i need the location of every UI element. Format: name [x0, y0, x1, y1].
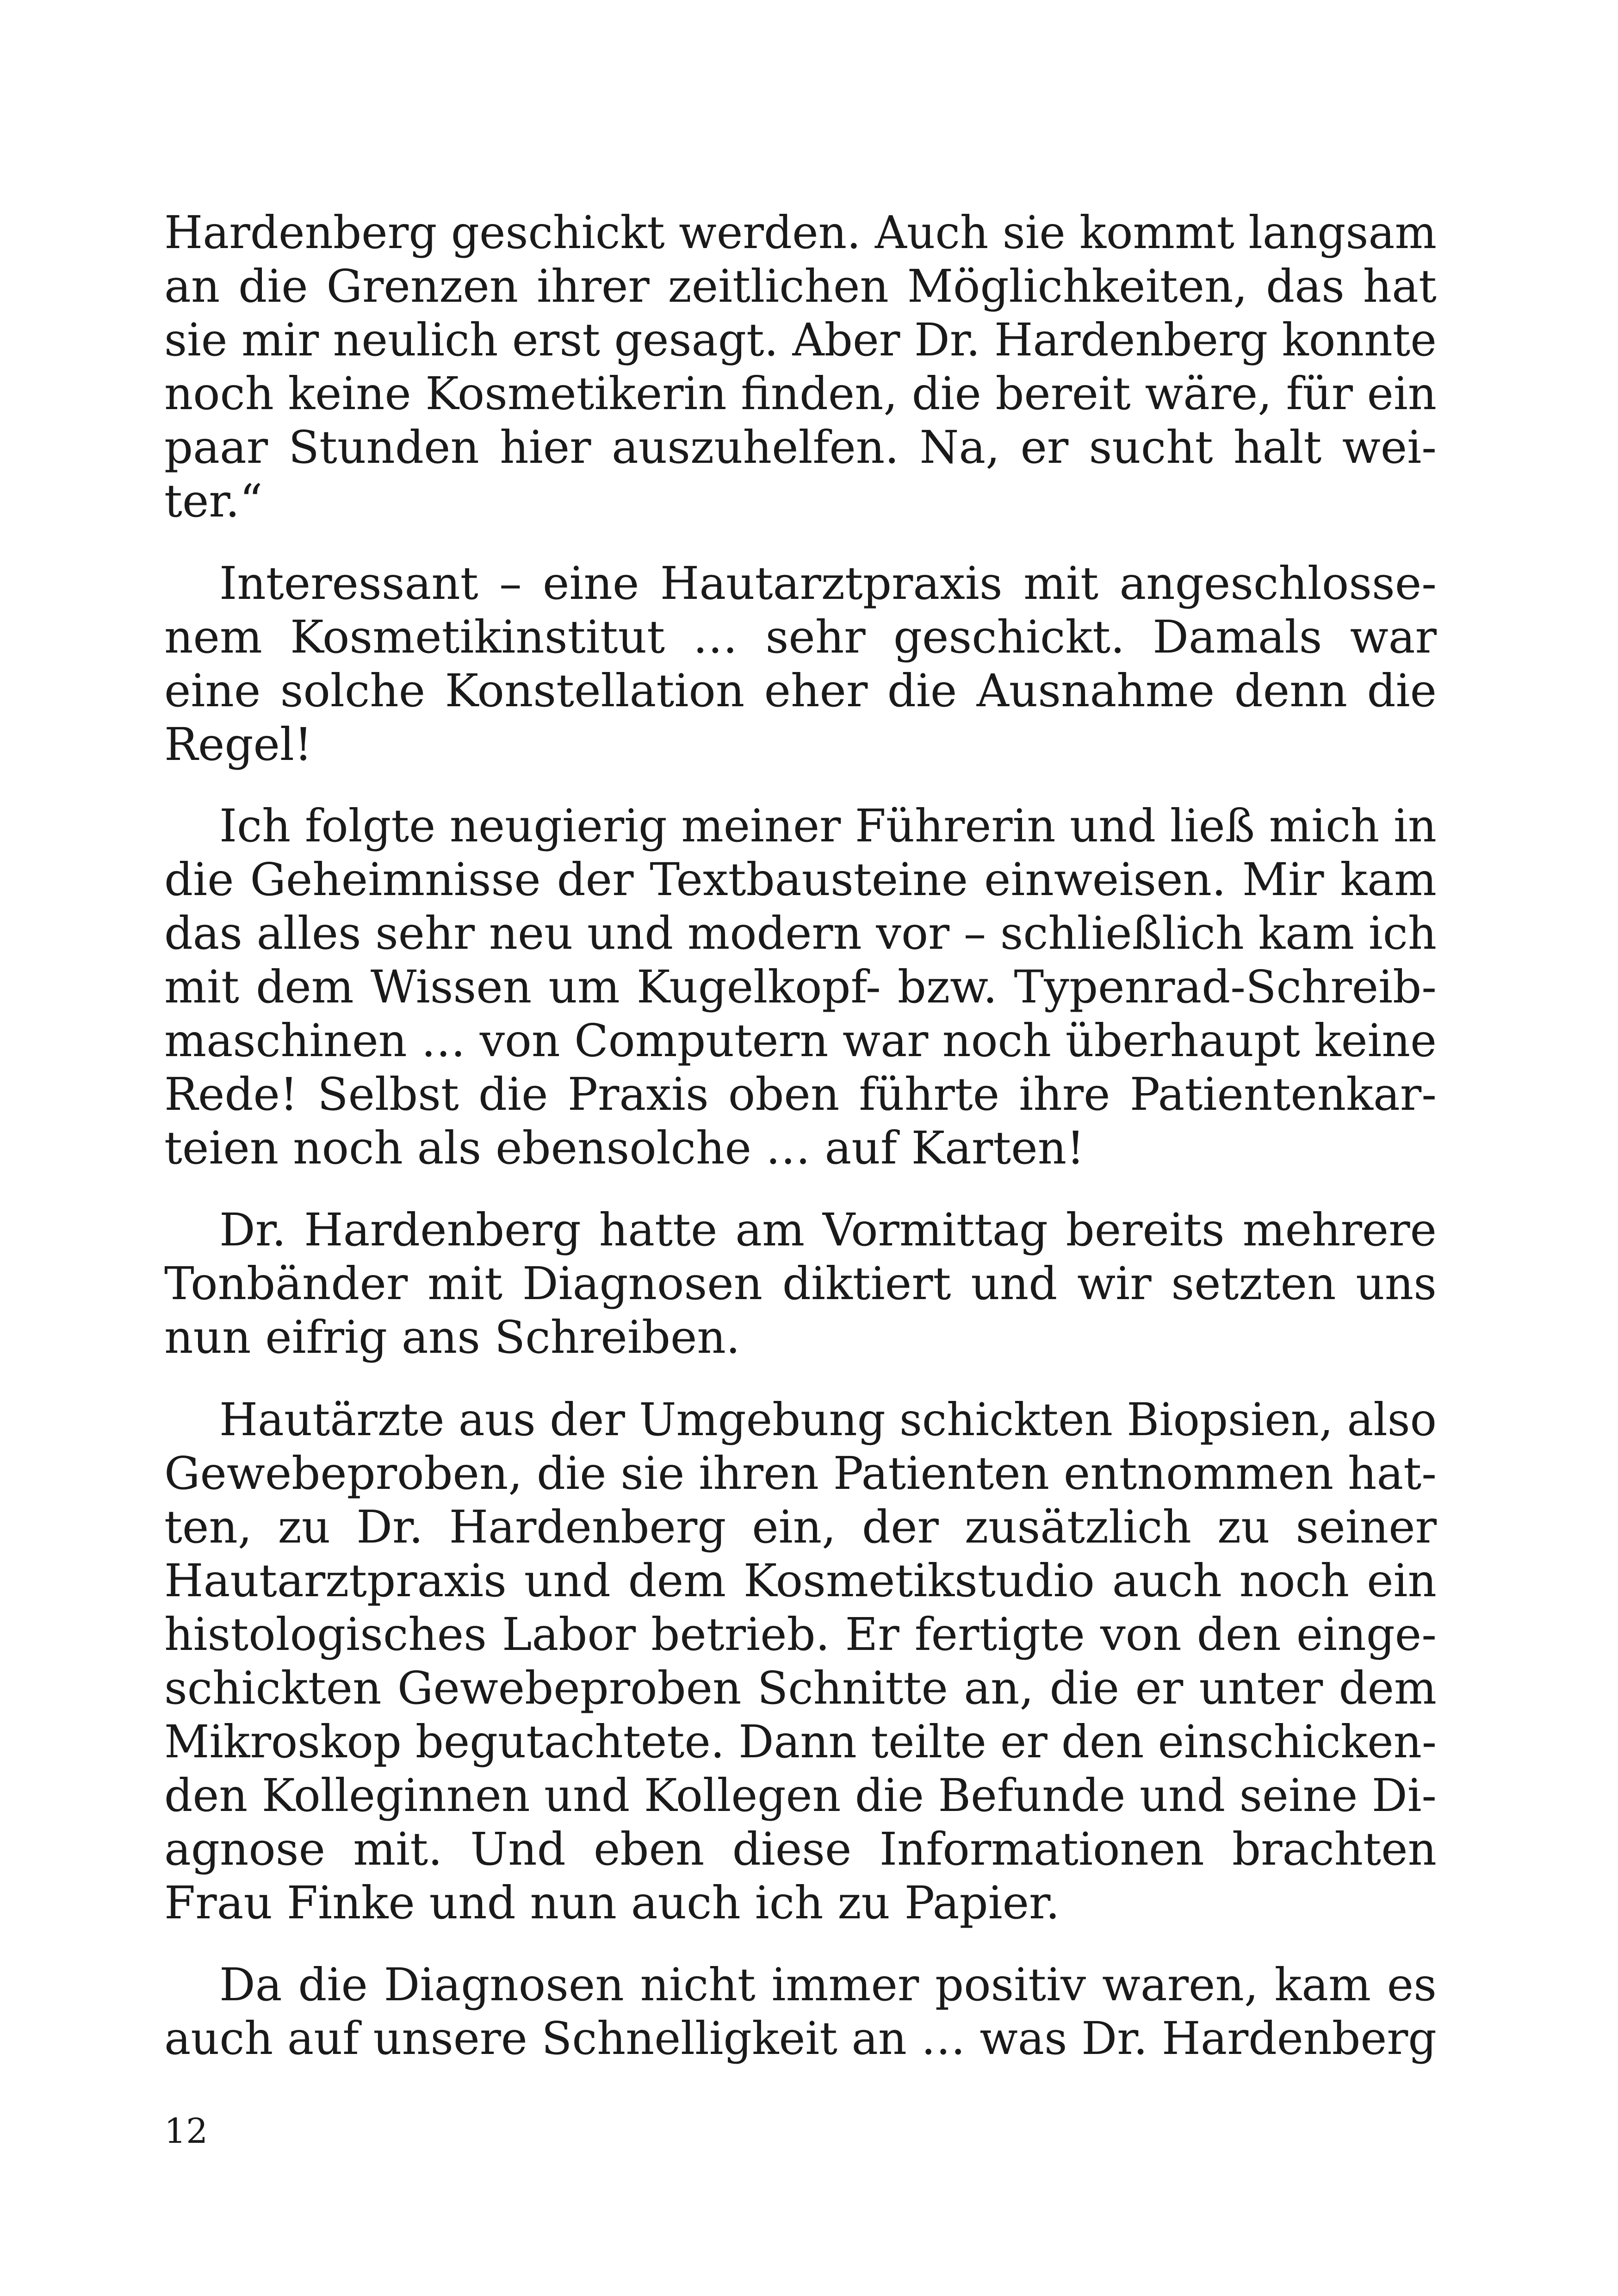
paragraph-5-line-9: agnose mit. Und eben diese Informationen brachten [164, 1823, 1437, 1875]
paragraph-1-line-3: sie mir neulich erst gesagt. Aber Dr. Hardenberg konnte [164, 314, 1437, 366]
paragraph-5-line-1: Hautärzte aus der Umgebung schickten Biopsien, also [219, 1394, 1437, 1446]
paragraph-3-line-1: Ich folgte neugierig meiner Führerin und ließ mich in [219, 800, 1437, 852]
paragraph-5-line-4: Hautarztpraxis und dem Kosmetikstudio auch noch ein [164, 1555, 1437, 1607]
paragraph-5-line-3: ten, zu Dr. Hardenberg ein, der zusätzlich zu seiner [164, 1501, 1437, 1553]
paragraph-5-line-6: schickten Gewebeproben Schnitte an, die er unter dem [164, 1662, 1437, 1714]
paragraph-3-line-4: mit dem Wissen um Kugelkopf- bzw. Typenrad-Schreib- [164, 961, 1437, 1013]
paragraph-3-line-5: maschinen … von Computern war noch überhaupt keine [164, 1014, 1437, 1067]
paragraph-2-line-2: nem Kosmetikinstitut … sehr geschickt. Damals war [164, 611, 1437, 663]
paragraph-3-line-6: Rede! Selbst die Praxis oben führte ihre Patientenkar- [164, 1068, 1437, 1120]
paragraph-3-line-2: die Geheimnisse der Textbausteine einweisen. Mir kam [164, 853, 1437, 906]
paragraph-1-line-5: paar Stunden hier auszuhelfen. Na, er sucht halt wei- [164, 421, 1437, 473]
paragraph-3-line-3: das alles sehr neu und modern vor – schließlich kam ich [164, 907, 1437, 959]
paragraph-4-line-2: Tonbänder mit Diagnosen diktiert und wir setzten uns [164, 1257, 1437, 1310]
paragraph-1-line-2: an die Grenzen ihrer zeitlichen Möglichkeiten, das hat [164, 260, 1437, 312]
paragraph-5-line-7: Mikroskop begutachtete. Dann teilte er den einschicken- [164, 1716, 1437, 1768]
paragraph-1-line-6: ter.“ [164, 475, 263, 527]
paragraph-5-line-8: den Kolleginnen und Kollegen die Befunde und seine Di- [164, 1769, 1437, 1822]
paragraph-2-line-1: Interessant – eine Hautarztpraxis mit angeschlosse- [219, 557, 1437, 610]
paragraph-1-line-1: Hardenberg geschickt werden. Auch sie kommt langsam [164, 206, 1437, 259]
paragraph-3-line-7: teien noch als ebensolche … auf Karten! [164, 1122, 1085, 1174]
page-number: 12 [164, 2111, 208, 2151]
paragraph-6-line-1: Da die Diagnosen nicht immer positiv waren, kam es [219, 1959, 1437, 2011]
paragraph-4-line-3: nun eifrig ans Schreiben. [164, 1311, 740, 1363]
paragraph-5-line-10: Frau Finke und nun auch ich zu Papier. [164, 1877, 1060, 1929]
paragraph-1-line-4: noch keine Kosmetikerin finden, die bereit wäre, für ein [164, 367, 1437, 420]
paragraph-2-line-4: Regel! [164, 718, 312, 771]
paragraph-2-line-3: eine solche Konstellation eher die Ausnahme denn die [164, 665, 1437, 717]
paragraph-5-line-2: Gewebeproben, die sie ihren Patienten entnommen hat- [164, 1447, 1437, 1500]
paragraph-5-line-5: histologisches Labor betrieb. Er fertigte von den einge- [164, 1608, 1437, 1661]
paragraph-4-line-1: Dr. Hardenberg hatte am Vormittag bereits mehrere [219, 1204, 1437, 1256]
paragraph-6-line-2: auch auf unsere Schnelligkeit an … was Dr. Hardenberg [164, 2012, 1437, 2065]
